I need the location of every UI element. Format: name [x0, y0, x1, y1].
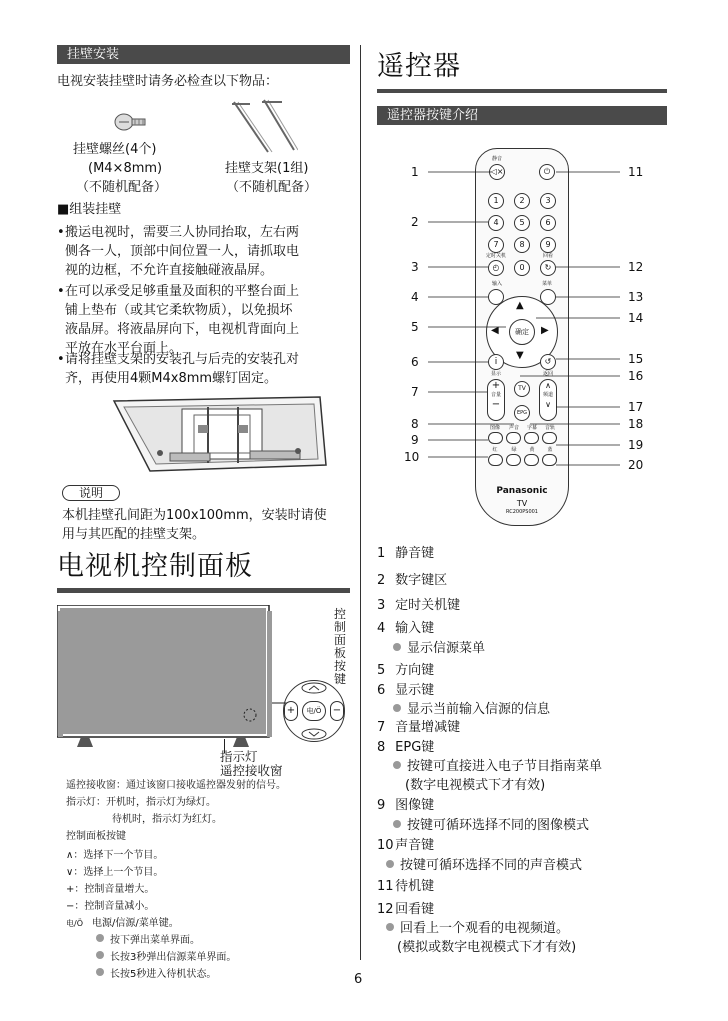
- desc-sub: [393, 757, 713, 776]
- desc-item: [377, 544, 697, 564]
- volume-caption: 音量: [490, 392, 501, 398]
- callout-11: 11: [628, 165, 644, 179]
- digit-label: 3: [545, 196, 551, 205]
- remote-brand: Panasonic: [496, 486, 548, 496]
- digit-label: 5: [519, 218, 525, 227]
- channel-caption: 频道: [542, 392, 553, 398]
- return-caption: 返回: [542, 371, 553, 377]
- sound-caption: 声音: [508, 425, 519, 431]
- desc-text: 待机键: [395, 879, 435, 894]
- digit-label: 7: [493, 240, 499, 249]
- panel-line: 待机时，指示灯为红灯。: [112, 814, 222, 825]
- panel-line: −：控制音量减小。: [66, 901, 155, 912]
- column-divider: [360, 45, 361, 960]
- sub-text: 长按3秒弹出信源菜单界面。: [110, 952, 237, 963]
- bracket-note: （不随机配备）: [226, 180, 318, 195]
- desc-item: [377, 738, 697, 758]
- timer-caption: 定时关机: [485, 253, 506, 259]
- volume-down-icon: −: [491, 399, 501, 410]
- desc-text: 输入键: [395, 621, 435, 636]
- panel-minus-button[interactable]: [330, 701, 344, 721]
- bullet-dot: [393, 761, 401, 769]
- desc-item: [377, 836, 697, 856]
- panel-sub-item: [96, 932, 386, 949]
- recall-icon: ↻: [544, 263, 552, 272]
- desc-sub: [386, 919, 706, 938]
- desc-sub: [405, 776, 725, 795]
- power-icon: ⏻: [543, 167, 551, 176]
- panel-line: 遥控接收窗：通过该窗口接收遥控器发射的信号。: [66, 780, 286, 791]
- tv-back-illustration: [110, 393, 330, 475]
- desc-item: [377, 681, 697, 701]
- desc-sub: [393, 816, 713, 835]
- panel-up-button[interactable]: [300, 682, 328, 694]
- bullet-2: [57, 282, 347, 358]
- callout-lines: [420, 160, 640, 480]
- bullet-line: 铺上垫布（或其它柔软物质），以免损坏: [65, 303, 293, 318]
- side-char: 按: [334, 659, 347, 673]
- note-label: 说明: [78, 486, 103, 500]
- desc-text: 显示键: [395, 683, 435, 698]
- callout-19: 19: [628, 438, 644, 452]
- desc-number: 7: [377, 720, 386, 735]
- callout-13: 13: [628, 290, 644, 304]
- desc-number: 9: [377, 798, 386, 813]
- digit-label: 9: [545, 240, 551, 249]
- screw-spec: (M4×8mm): [88, 161, 163, 176]
- callout-2: 2: [411, 215, 419, 229]
- bullet-mark: •: [57, 284, 65, 299]
- desc-text: EPG键: [395, 740, 435, 755]
- bullet-3: [57, 350, 347, 388]
- desc-text: 显示信源菜单: [407, 641, 486, 656]
- desc-sub: [393, 639, 713, 658]
- desc-text: 方向键: [395, 663, 435, 678]
- power-icon: 电/Ö: [66, 919, 83, 928]
- control-panel-title: 电视机控制面板: [57, 551, 253, 582]
- bracket-icon: [228, 98, 298, 156]
- red-caption: 红: [492, 447, 498, 453]
- dpad-up-button[interactable]: ▲: [516, 300, 524, 311]
- title-rule: [377, 89, 667, 93]
- panel-line: +：控制音量增大。: [66, 884, 155, 895]
- desc-sub: [393, 700, 713, 719]
- plus-label: +: [286, 705, 296, 716]
- page-number: 6: [354, 972, 363, 987]
- callout-5: 5: [411, 320, 419, 334]
- section-bar-wall-mount: [57, 45, 350, 64]
- side-char: 制: [334, 620, 347, 634]
- tv-label: TV: [518, 385, 526, 392]
- channel-up-icon: ∧: [545, 381, 551, 390]
- desc-text: 按键可直接进入电子节目指南菜单: [407, 759, 603, 774]
- recall-caption: 回看: [542, 253, 553, 259]
- callout-3: 3: [411, 260, 419, 274]
- bullet-line: 侧各一人，顶部中间位置一人，请抓取电: [65, 244, 300, 259]
- desc-number: 3: [377, 598, 386, 613]
- panel-sub-item: [96, 949, 386, 966]
- desc-item: [377, 571, 697, 591]
- bullet-mark: •: [57, 225, 65, 240]
- desc-number: 12: [377, 902, 394, 917]
- desc-sub: [397, 938, 717, 957]
- desc-item: [377, 596, 697, 616]
- section-title: 遥控器按键介绍: [387, 108, 479, 123]
- desc-number: 2: [377, 573, 386, 588]
- receiver-label: 遥控接收窗: [220, 763, 283, 778]
- bullet-line: 液晶屏。将液晶屏向下，电视机背面向上: [65, 322, 300, 337]
- callout-4: 4: [411, 290, 419, 304]
- mute-icon: ◁×: [490, 167, 504, 176]
- assembly-heading: ■组装挂壁: [57, 202, 122, 217]
- note-line-1: 本机挂壁孔间距为100x100mm，安装时请使: [62, 508, 327, 523]
- screw-label: 挂壁螺丝(4个): [73, 142, 157, 157]
- ok-label: 确定: [515, 328, 529, 336]
- desc-sub: [386, 856, 706, 875]
- digit-label: 1: [493, 196, 499, 205]
- dpad-down-button[interactable]: ▼: [516, 350, 524, 361]
- callout-1: 1: [411, 165, 419, 179]
- desc-item: [377, 619, 697, 639]
- callout-20: 20: [628, 458, 644, 472]
- digit-label: 8: [519, 240, 525, 249]
- callout-18: 18: [628, 417, 644, 431]
- return-icon: ↺: [544, 357, 552, 366]
- bullet-line: 搬运电视时，需要三人协同抬取，左右两: [65, 225, 300, 240]
- desc-text: 声音键: [395, 838, 435, 853]
- desc-number: 4: [377, 621, 386, 636]
- desc-text: (数字电视模式下才有效): [405, 778, 546, 793]
- remote-tv-label: TV: [516, 499, 528, 508]
- blue-caption: 蓝: [547, 447, 553, 453]
- wall-mount-intro: 电视安装挂壁时请务必检查以下物品：: [57, 74, 279, 89]
- remote-title: 遥控器: [377, 51, 461, 82]
- menu-caption: 菜单: [541, 281, 552, 287]
- track-caption: 音轨: [544, 425, 555, 431]
- callout-8: 8: [411, 417, 419, 431]
- callout-6: 6: [411, 355, 419, 369]
- bullet-line: 在可以承受足够重量及面积的平整台面上: [65, 284, 300, 299]
- sub-text: 长按5秒进入待机状态。: [110, 969, 217, 980]
- panel-line: 控制面板按键: [66, 831, 126, 842]
- desc-text: 按键可循环选择不同的声音模式: [400, 858, 583, 873]
- panel-sub-item: [96, 966, 386, 983]
- bracket-label: 挂壁支架(1组): [225, 161, 309, 176]
- desc-text: 音量增减键: [395, 720, 461, 735]
- green-caption: 绿: [511, 447, 517, 453]
- channel-down-icon: ∨: [545, 400, 551, 409]
- callout-16: 16: [628, 369, 644, 383]
- panel-line: 电源/信源/菜单键。: [92, 918, 179, 929]
- bullet-line: 视的边框，不允许直接触碰液晶屏。: [65, 263, 274, 278]
- tv-front-illustration: [57, 605, 297, 750]
- callout-10: 10: [404, 450, 420, 464]
- desc-text: 图像键: [395, 798, 435, 813]
- epg-label: EPG: [516, 410, 528, 416]
- indicator-label: 指示灯: [220, 749, 258, 764]
- bullet-dot: [393, 704, 401, 712]
- side-char: 控: [334, 607, 347, 621]
- info-icon: i: [494, 357, 498, 367]
- yellow-caption: 黄: [529, 447, 535, 453]
- callout-17: 17: [628, 400, 644, 414]
- digit-label: 0: [519, 263, 525, 272]
- desc-number: 5: [377, 663, 386, 678]
- bullet-mark: •: [57, 352, 65, 367]
- callout-7: 7: [411, 385, 419, 399]
- bullet-line: 请将挂壁支架的安装孔与后壳的安装孔对: [65, 352, 300, 367]
- desc-text: 显示当前输入信源的信息: [407, 702, 551, 717]
- bullet-dot: [386, 860, 394, 868]
- bullet-dot: [96, 968, 104, 976]
- callout-12: 12: [628, 260, 644, 274]
- picture-caption: 图像: [489, 425, 500, 431]
- section-bar-remote: [377, 106, 667, 125]
- bullet-dot: [393, 820, 401, 828]
- panel-line: 指示灯：开机时，指示灯为绿灯。: [66, 797, 216, 808]
- panel-line: ∨：选择上一个节目。: [66, 867, 164, 878]
- section-title: 挂壁安装: [67, 47, 120, 62]
- desc-text: 按键可循环选择不同的图像模式: [407, 818, 590, 833]
- desc-number: 11: [377, 879, 394, 894]
- note-line-2: 用与其匹配的挂壁支架。: [62, 527, 206, 542]
- desc-item: [377, 661, 697, 681]
- mute-caption: 静音: [491, 156, 502, 162]
- side-char: 键: [334, 672, 347, 686]
- desc-text: 定时关机键: [395, 598, 461, 613]
- digit-label: 6: [545, 218, 551, 227]
- bullet-dot: [393, 643, 401, 651]
- bullet-1: [57, 223, 347, 280]
- desc-number: 1: [377, 546, 386, 561]
- input-caption: 输入: [491, 281, 502, 287]
- desc-item: [377, 796, 697, 816]
- panel-plus-button[interactable]: [284, 701, 298, 721]
- desc-number: 10: [377, 838, 394, 853]
- desc-item: [377, 900, 697, 920]
- sub-text: 按下弹出菜单界面。: [110, 935, 200, 946]
- clock-icon: ◴: [492, 263, 500, 272]
- desc-item: [377, 877, 697, 897]
- callout-14: 14: [628, 311, 644, 325]
- note-badge: [62, 485, 120, 501]
- dpad-right-button[interactable]: ▶: [541, 325, 549, 336]
- minus-label: −: [332, 705, 342, 716]
- screw-note: （不随机配备）: [76, 180, 168, 195]
- remote-model: RC200PS001: [506, 509, 538, 515]
- title-rule: [57, 588, 350, 593]
- side-char: 面: [334, 633, 347, 647]
- power-label: 电/Ö: [306, 707, 322, 715]
- display-caption: 显示: [490, 371, 501, 377]
- desc-text: (模拟或数字电视模式下才有效): [397, 940, 577, 955]
- bullet-dot: [96, 951, 104, 959]
- desc-text: 回看键: [395, 902, 435, 917]
- bullet-line: 齐，再使用4颗M4x8mm螺钉固定。: [65, 371, 278, 386]
- callout-15: 15: [628, 352, 644, 366]
- desc-text: 回看上一个观看的电视频道。: [400, 921, 570, 936]
- side-char: 板: [334, 646, 347, 660]
- bullet-line: 平放在水平台面上。: [65, 341, 183, 356]
- volume-up-icon: +: [491, 380, 501, 391]
- screw-icon: [112, 108, 146, 138]
- desc-item: [377, 718, 697, 738]
- panel-line: ∧：选择下一个节目。: [66, 850, 164, 861]
- desc-text: 静音键: [395, 546, 435, 561]
- bullet-dot: [386, 923, 394, 931]
- digit-label: 2: [519, 196, 525, 205]
- side-label: [334, 608, 346, 686]
- subtitle-caption: 字幕: [526, 425, 537, 431]
- dpad-left-button[interactable]: ◀: [491, 325, 499, 336]
- callout-9: 9: [411, 433, 419, 447]
- desc-text: 数字键区: [395, 573, 448, 588]
- panel-down-button[interactable]: [300, 728, 328, 740]
- digit-label: 4: [493, 218, 499, 227]
- desc-number: 8: [377, 740, 386, 755]
- bullet-dot: [96, 934, 104, 942]
- desc-number: 6: [377, 683, 386, 698]
- panel-power-button[interactable]: [302, 701, 326, 721]
